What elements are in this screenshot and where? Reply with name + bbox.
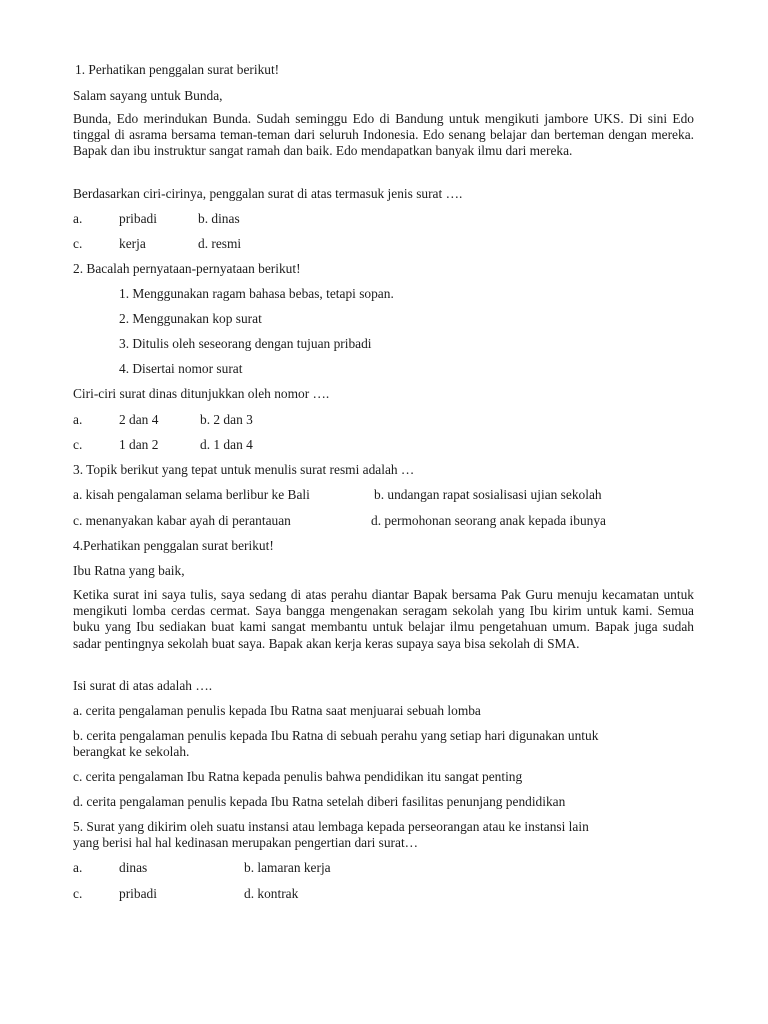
q4-letter-body: Ketika surat ini saya tulis, saya sedang di atas perahu diantar Bapak bersama Pak Guru menuju kecamatan untuk mengikuti lomba cerdas cermat. Saya bangga mengenakan seragam sekolah yang Ibu kirim untuk kami. Semua buku yang Ibu sediakan buat kami sangat membantu untuk belajar ilmu pengetahuan umum. Bapak juga sudah sadar pentingnya sekolah buat saya. Bapak akan kerja keras supaya saya bisa sekolah di SMA. — [73, 587, 694, 651]
q1-question: Berdasarkan ciri-cirinya, penggalan surat di atas termasuk jenis surat …. — [73, 186, 463, 201]
q5-question-line-1: 5. Surat yang dikirim oleh suatu instansi atau lembaga kepada perseorangan atau ke instansi lain — [73, 819, 589, 834]
q2-option-a-letter: a. — [73, 412, 83, 427]
q4-option-b-line-2: berangkat ke sekolah. — [73, 744, 190, 759]
q1-option-c-letter: c. — [73, 236, 83, 251]
q5-question-line-2: yang berisi hal hal kedinasan merupakan pengertian dari surat… — [73, 835, 419, 850]
q5-option-a-letter: a. — [73, 860, 83, 875]
q4-greeting: Ibu Ratna yang baik, — [73, 563, 185, 578]
q1-greeting: Salam sayang untuk Bunda, — [73, 88, 223, 103]
q4-question: Isi surat di atas adalah …. — [73, 678, 213, 693]
q2-item-1: 1. Menggunakan ragam bahasa bebas, tetapi sopan. — [119, 286, 394, 301]
q4-title: 4.Perhatikan penggalan surat berikut! — [73, 538, 274, 553]
q2-option-b: b. 2 dan 3 — [200, 412, 253, 427]
q2-option-d: d. 1 dan 4 — [200, 437, 253, 452]
q2-option-c-letter: c. — [73, 437, 83, 452]
q4-option-a: a. cerita pengalaman penulis kepada Ibu Ratna saat menjuarai sebuah lomba — [73, 703, 481, 718]
q2-item-3: 3. Ditulis oleh seseorang dengan tujuan pribadi — [119, 336, 372, 351]
q2-option-a: 2 dan 4 — [119, 412, 159, 427]
q1-option-b: b. dinas — [198, 211, 240, 226]
q3-option-c: c. menanyakan kabar ayah di perantauan — [73, 513, 291, 528]
q5-option-c: pribadi — [119, 886, 157, 901]
q3-option-b: b. undangan rapat sosialisasi ujian sekolah — [374, 487, 602, 502]
q5-option-b: b. lamaran kerja — [244, 860, 331, 875]
q2-title: 2. Bacalah pernyataan-pernyataan berikut! — [73, 261, 301, 276]
q2-item-4: 4. Disertai nomor surat — [119, 361, 243, 376]
q2-item-2: 2. Menggunakan kop surat — [119, 311, 262, 326]
q5-option-c-letter: c. — [73, 886, 83, 901]
q3-option-d: d. permohonan seorang anak kepada ibunya — [371, 513, 606, 528]
q5-option-a: dinas — [119, 860, 148, 875]
q1-option-d: d. resmi — [198, 236, 242, 251]
q1-option-a-letter: a. — [73, 211, 83, 226]
q1-option-a: pribadi — [119, 211, 157, 226]
q2-option-c: 1 dan 2 — [119, 437, 159, 452]
q4-option-b-line-1: b. cerita pengalaman penulis kepada Ibu Ratna di sebuah perahu yang setiap hari digunakan untuk — [73, 728, 599, 743]
q5-option-d: d. kontrak — [244, 886, 299, 901]
q4-option-c: c. cerita pengalaman Ibu Ratna kepada penulis bahwa pendidikan itu sangat penting — [73, 769, 523, 784]
q2-question: Ciri-ciri surat dinas ditunjukkan oleh nomor …. — [73, 386, 330, 401]
q4-option-d: d. cerita pengalaman penulis kepada Ibu Ratna setelah diberi fasilitas penunjang pendidikan — [73, 794, 566, 809]
q1-title: 1. Perhatikan penggalan surat berikut! — [75, 62, 280, 77]
q1-letter-body: Bunda, Edo merindukan Bunda. Sudah seminggu Edo di Bandung untuk mengikuti jambore UKS. Di sini Edo tinggal di asrama bersama teman-teman dari seluruh Indonesia. Edo senang belajar dan berteman dengan mereka. Bapak dan ibu instruktur sangat ramah dan baik. Edo mendapatkan banyak ilmu dari mereka. — [73, 111, 694, 159]
q3-option-a: a. kisah pengalaman selama berlibur ke Bali — [73, 487, 310, 502]
q1-option-c: kerja — [119, 236, 146, 251]
q3-title: 3. Topik berikut yang tepat untuk menulis surat resmi adalah … — [73, 462, 415, 477]
